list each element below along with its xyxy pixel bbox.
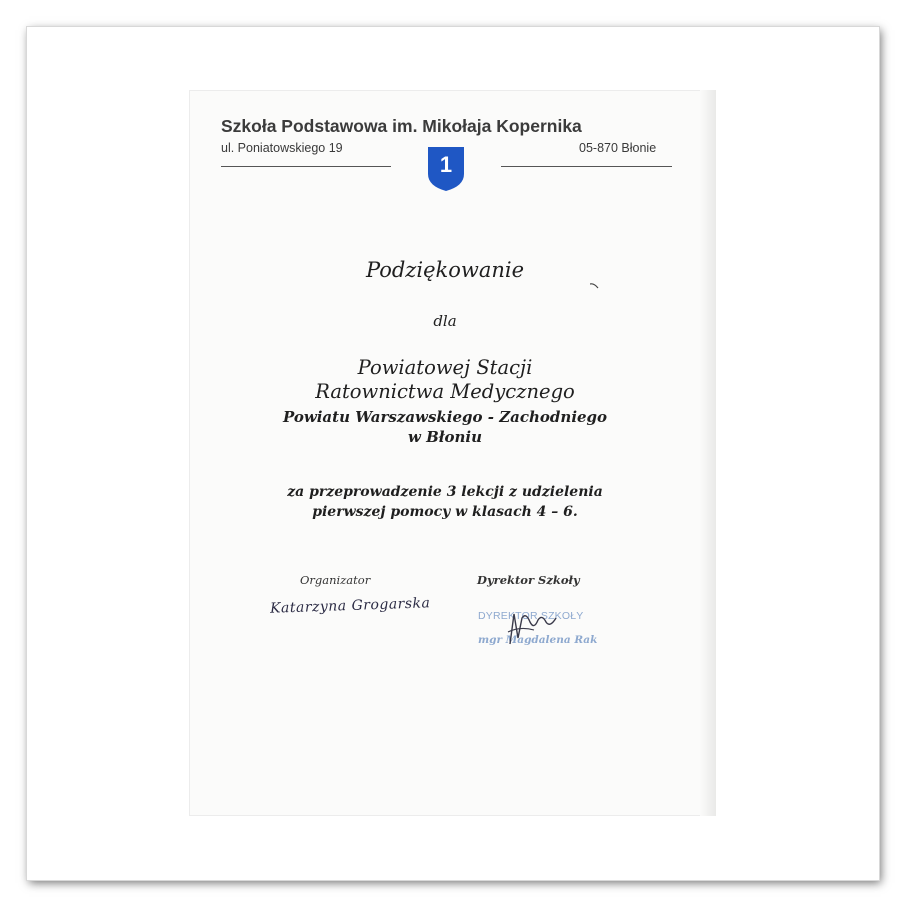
- crest-number: 1: [439, 152, 453, 177]
- recipient-line-4: w Błoniu: [407, 428, 483, 446]
- director-label: Dyrektor Szkoły: [477, 573, 580, 587]
- director-stamp-name: mgr Magdalena Rak: [478, 634, 598, 646]
- paper-edge-shadow: [700, 90, 716, 816]
- for-word: dla: [433, 312, 457, 330]
- recipient-line-2: Ratownictwa Medycznego: [315, 380, 575, 403]
- school-name: Szkoła Podstawowa im. Mikołaja Kopernika: [221, 116, 582, 136]
- director-stamp-title: DYREKTOR SZKOŁY: [478, 610, 584, 622]
- header-rule-right: [501, 166, 672, 167]
- recipient-line-3: Powiatu Warszawskiego - Zachodniego: [282, 408, 608, 426]
- paper-speck: [590, 283, 599, 289]
- reason-line-2: pierwszej pomocy w klasach 4 – 6.: [312, 504, 578, 520]
- organizer-label: Organizator: [300, 573, 371, 587]
- reason-line-1: za przeprowadzenie 3 lekcji z udzielenia: [287, 484, 603, 500]
- certificate-title: Podziękowanie: [365, 258, 525, 282]
- director-signature-icon: [500, 608, 560, 650]
- school-city-address: 05-870 Błonie: [579, 141, 657, 155]
- header-rule-left: [221, 166, 391, 167]
- organizer-signature: Katarzyna Grogarska: [269, 595, 431, 617]
- school-street-address: ul. Poniatowskiego 19: [221, 141, 343, 155]
- recipient-line-1: Powiatowej Stacji: [357, 356, 533, 379]
- certificate-paper: [189, 90, 716, 816]
